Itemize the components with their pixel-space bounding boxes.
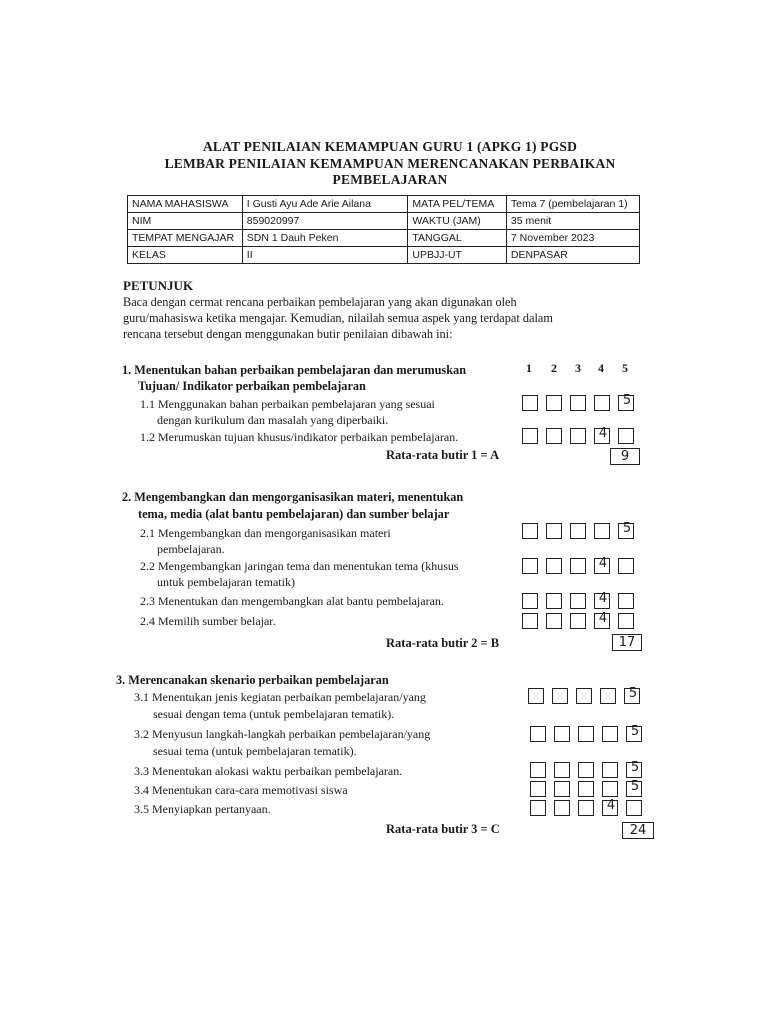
average-label-2: Rata-rata butir 2 = B bbox=[386, 636, 500, 650]
score-box-4[interactable] bbox=[602, 726, 618, 742]
score-mark: 5 bbox=[630, 724, 640, 739]
score-box-3[interactable] bbox=[578, 762, 594, 778]
page-subtitle-cont: PEMBELAJARAN bbox=[332, 172, 448, 187]
average-label-1: Rata-rata butir 1 = A bbox=[386, 448, 500, 462]
score-mark: 5 bbox=[622, 521, 632, 536]
total-score-2: 17 bbox=[612, 634, 642, 651]
score-box-1[interactable] bbox=[522, 395, 538, 411]
score-box-2[interactable] bbox=[546, 593, 562, 609]
scale-label-2: 2 bbox=[551, 361, 557, 375]
score-box-3[interactable] bbox=[578, 781, 594, 797]
score-box-1[interactable] bbox=[522, 593, 538, 609]
criterion-3-2: 3.2 Menyusun langkah-langkah perbaikan pembelajaran/yang bbox=[134, 727, 431, 741]
score-box-1[interactable] bbox=[530, 781, 546, 797]
criterion-2-2: 2.2 Mengembangkan jaringan tema dan menentukan tema (khusus bbox=[140, 559, 459, 573]
table-cell: SDN 1 Dauh Peken bbox=[242, 230, 408, 247]
table-row bbox=[128, 247, 640, 264]
criterion-1-1: 1.1 Menggunakan bahan perbaikan pembelajaran yang sesuai bbox=[140, 397, 435, 411]
score-box-2[interactable] bbox=[552, 688, 568, 704]
score-box-1[interactable] bbox=[522, 428, 538, 444]
score-box-4[interactable] bbox=[602, 762, 618, 778]
score-box-5[interactable] bbox=[618, 395, 634, 411]
score-box-2[interactable] bbox=[554, 762, 570, 778]
total-score-3: 24 bbox=[622, 822, 654, 839]
table-cell: TANGGAL bbox=[408, 230, 507, 247]
table-row bbox=[128, 213, 640, 230]
score-box-4[interactable] bbox=[594, 593, 610, 609]
score-mark: 4 bbox=[598, 591, 608, 606]
criterion-3-1: 3.1 Menentukan jenis kegiatan perbaikan pembelajaran/yang bbox=[134, 690, 426, 704]
section-3-title: 3. Merencanakan skenario perbaikan pembelajaran bbox=[116, 673, 389, 687]
table-cell: DENPASAR bbox=[506, 247, 639, 264]
section-2-title-cont: tema, media (alat bantu pembelajaran) dan sumber belajar bbox=[138, 507, 450, 521]
score-mark: 4 bbox=[606, 798, 616, 813]
table-cell: 35 menit bbox=[506, 213, 639, 230]
score-box-2[interactable] bbox=[554, 781, 570, 797]
score-box-5[interactable] bbox=[626, 762, 642, 778]
table-row bbox=[128, 230, 640, 247]
score-box-1[interactable] bbox=[530, 762, 546, 778]
score-mark: 5 bbox=[630, 779, 640, 794]
criterion-2-1: 2.1 Mengembangkan dan mengorganisasikan materi bbox=[140, 526, 391, 540]
score-box-3[interactable] bbox=[576, 688, 592, 704]
score-box-3[interactable] bbox=[578, 726, 594, 742]
score-box-1[interactable] bbox=[522, 558, 538, 574]
score-box-5[interactable] bbox=[626, 800, 642, 816]
score-box-5[interactable] bbox=[618, 523, 634, 539]
table-cell: NIM bbox=[128, 213, 243, 230]
score-mark: 4 bbox=[598, 556, 608, 571]
instructions-heading: PETUNJUK bbox=[123, 278, 194, 293]
table-cell: NAMA MAHASISWA bbox=[128, 196, 243, 213]
table-cell: 859020997 bbox=[242, 213, 408, 230]
score-box-5[interactable] bbox=[618, 593, 634, 609]
page-title: ALAT PENILAIAN KEMAMPUAN GURU 1 (APKG 1) PGSD bbox=[202, 139, 578, 154]
score-box-3[interactable] bbox=[578, 800, 594, 816]
scale-label-1: 1 bbox=[526, 361, 532, 375]
score-box-3[interactable] bbox=[570, 558, 586, 574]
table-cell: TEMPAT MENGAJAR bbox=[128, 230, 243, 247]
table-cell: I Gusti Ayu Ade Arie Ailana bbox=[242, 196, 408, 213]
criterion-1-2: 1.2 Merumuskan tujuan khusus/indikator perbaikan pembelajaran. bbox=[140, 430, 459, 444]
scale-label-4: 4 bbox=[598, 361, 604, 375]
table-row bbox=[128, 196, 640, 213]
score-box-1[interactable] bbox=[522, 613, 538, 629]
section-1-title: 1. Menentukan bahan perbaikan pembelajaran dan merumuskan bbox=[122, 363, 467, 377]
score-box-4[interactable] bbox=[602, 781, 618, 797]
score-mark: 5 bbox=[622, 393, 632, 408]
table-cell: Tema 7 (pembelajaran 1) bbox=[506, 196, 639, 213]
score-box-2[interactable] bbox=[546, 558, 562, 574]
score-box-4[interactable] bbox=[594, 395, 610, 411]
score-box-1[interactable] bbox=[528, 688, 544, 704]
average-label-3: Rata-rata butir 3 = C bbox=[386, 822, 500, 836]
score-box-3[interactable] bbox=[570, 613, 586, 629]
score-box-4[interactable] bbox=[594, 523, 610, 539]
score-box-4[interactable] bbox=[594, 613, 610, 629]
instructions-line: Baca dengan cermat rencana perbaikan pembelajaran yang akan digunakan oleh bbox=[123, 295, 517, 309]
score-box-5[interactable] bbox=[618, 613, 634, 629]
table-cell: WAKTU (JAM) bbox=[408, 213, 507, 230]
score-box-2[interactable] bbox=[554, 800, 570, 816]
score-box-3[interactable] bbox=[570, 428, 586, 444]
table-cell: MATA PEL/TEMA bbox=[408, 196, 507, 213]
table-cell: UPBJJ-UT bbox=[408, 247, 507, 264]
instructions-text bbox=[123, 294, 640, 342]
criterion-2-3: 2.3 Menentukan dan mengembangkan alat bantu pembelajaran. bbox=[140, 594, 444, 608]
score-box-5[interactable] bbox=[626, 781, 642, 797]
table-cell: KELAS bbox=[128, 247, 243, 264]
total-score-1: 9 bbox=[610, 448, 640, 465]
section-1-title-cont: Tujuan/ Indikator perbaikan pembelajaran bbox=[138, 379, 366, 393]
score-box-2[interactable] bbox=[546, 395, 562, 411]
score-box-4[interactable] bbox=[594, 428, 610, 444]
criterion-3-2-cont: sesuai tema (untuk pembelajaran tematik). bbox=[153, 744, 357, 758]
instructions-line: guru/mahasiswa ketika mengajar. Kemudian, nilailah semua aspek yang terdapat dalam bbox=[123, 311, 553, 325]
criterion-3-1-cont: sesuai dengan tema (untuk pembelajaran tematik). bbox=[153, 707, 395, 721]
score-box-3[interactable] bbox=[570, 523, 586, 539]
score-box-5[interactable] bbox=[624, 688, 640, 704]
score-mark: 4 bbox=[598, 611, 608, 626]
identity-table bbox=[127, 195, 640, 264]
score-box-2[interactable] bbox=[554, 726, 570, 742]
score-box-5[interactable] bbox=[626, 726, 642, 742]
criterion-2-1-cont: pembelajaran. bbox=[157, 542, 225, 556]
score-box-1[interactable] bbox=[530, 800, 546, 816]
score-box-2[interactable] bbox=[546, 428, 562, 444]
table-cell: 7 November 2023 bbox=[506, 230, 639, 247]
score-box-4[interactable] bbox=[602, 800, 618, 816]
score-mark: 5 bbox=[630, 760, 640, 775]
criterion-3-4: 3.4 Menentukan cara-cara memotivasi siswa bbox=[134, 783, 348, 797]
score-box-5[interactable] bbox=[618, 558, 634, 574]
scale-label-3: 3 bbox=[575, 361, 581, 375]
score-box-3[interactable] bbox=[570, 593, 586, 609]
criterion-3-5: 3.5 Menyiapkan pertanyaan. bbox=[134, 802, 271, 816]
score-box-4[interactable] bbox=[594, 558, 610, 574]
score-box-4[interactable] bbox=[600, 688, 616, 704]
score-box-2[interactable] bbox=[546, 523, 562, 539]
score-box-1[interactable] bbox=[530, 726, 546, 742]
scale-label-5: 5 bbox=[622, 361, 628, 375]
score-mark: 5 bbox=[628, 686, 638, 701]
criterion-2-4: 2.4 Memilih sumber belajar. bbox=[140, 614, 276, 628]
instructions-line: rencana tersebut dengan menggunakan butir penilaian dibawah ini: bbox=[123, 327, 453, 341]
score-box-2[interactable] bbox=[546, 613, 562, 629]
criterion-1-1-cont: dengan kurikulum dan masalah yang diperbaiki. bbox=[157, 413, 389, 427]
score-box-5[interactable] bbox=[618, 428, 634, 444]
table-cell: II bbox=[242, 247, 408, 264]
criterion-2-2-cont: untuk pembelajaran tematik) bbox=[157, 575, 295, 589]
score-box-1[interactable] bbox=[522, 523, 538, 539]
page-subtitle: LEMBAR PENILAIAN KEMAMPUAN MERENCANAKAN PERBAIKAN bbox=[164, 156, 616, 171]
score-box-3[interactable] bbox=[570, 395, 586, 411]
criterion-3-3: 3.3 Menentukan alokasi waktu perbaikan pembelajaran. bbox=[134, 764, 403, 778]
score-mark: 4 bbox=[598, 426, 608, 441]
section-2-title: 2. Mengembangkan dan mengorganisasikan materi, menentukan bbox=[122, 490, 464, 504]
